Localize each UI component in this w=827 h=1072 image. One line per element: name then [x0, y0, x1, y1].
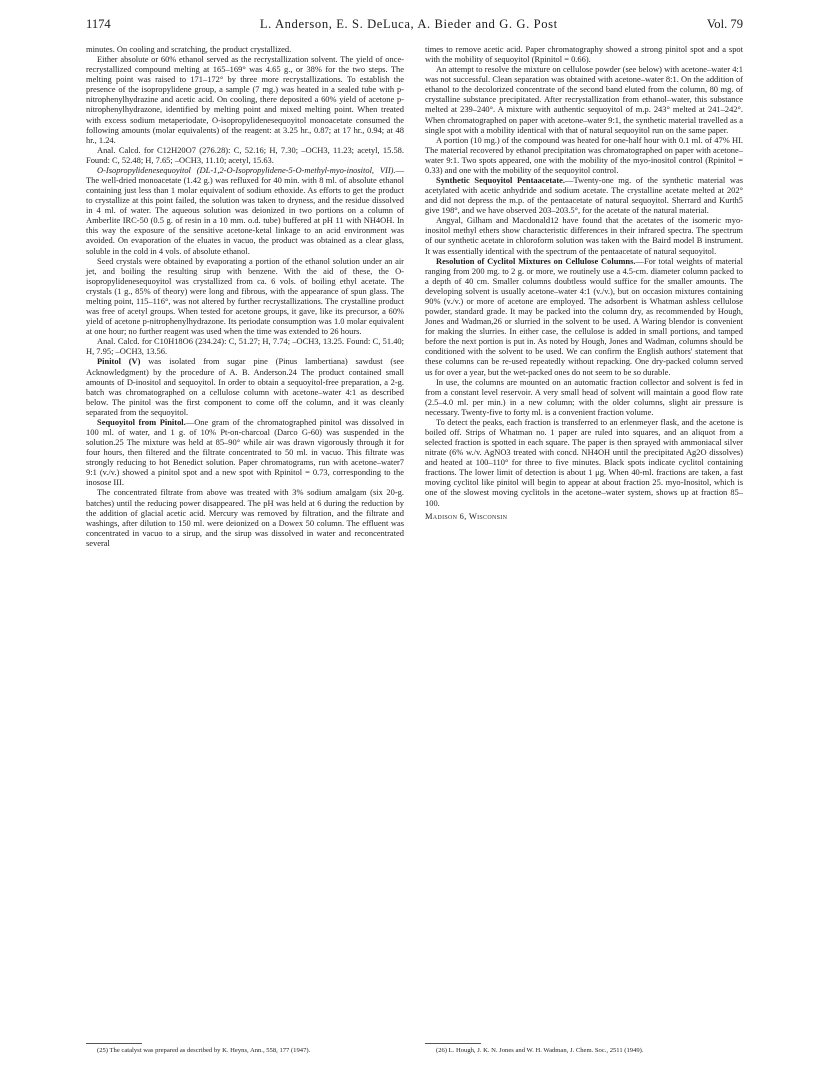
paragraph: The concentrated filtrate from above was treated with 3% sodium amalgam (six 20-g. batches) until the reducing power disappeared. The pH was held at 6 during the reduction by the addition of glacial acetic acid. Mercury was removed by filtration, and the filtrate and washings, after dilution to 150 ml. were deionized on a Dowex 50 column. The effluent was concentrated in vacuo to a sirup, and the sirup was dissolved in water and reconcentrated several: [86, 487, 404, 548]
section-paragraph: [86, 356, 404, 416]
authors-header: L. Anderson, E. S. DeLuca, A. Bieder and G. G. Post: [259, 17, 558, 31]
paragraph: Either absolute or 60% ethanol served as the recrystallization solvent. The yield of once-recrystallized compound melting at 165–169° was 4.65 g., or 38% for the two steps. The melting point was raised to 171–172° by three more recrystallizations. To establish the presence of the isopropylidene group, a sample (7 mg.) was heated in a sealed tube with p-nitrophenylhydrazine and acetic acid. On cooling, there deposited a 60% yield of acetone p-nitrophenylhydrazone, identified by melting point and mixed melting point. When treated with excess sodium metaperiodate, O-isopropylidenesequoyitol monoacetate consumed the following amounts (molar equivalents) of the reagent: at 3.25 hr., 0.87; at 17 hr., 0.94; at 48 hr., 1.24.: [86, 54, 404, 145]
footnote-text: (26) L. Hough, J. K. N. Jones and W. H. Wadman, J. Chem. Soc., 2511 (1949).: [436, 1047, 644, 1054]
footnote-divider: [86, 1043, 142, 1044]
section-paragraph: [86, 417, 404, 488]
section-text: —Twenty-one mg. of the synthetic material was acetylated with acetic anhydride and sodium acetate. The crystalline acetate melted at 202° and did not depress the m.p. of the pentaacetate of natural sequoyitol. Sherrard and Kurth5 give 198°, and we have observed 203–203.5°, for the acetate of the natural material.: [425, 175, 743, 216]
section-paragraph: [425, 175, 743, 215]
paragraph: Angyal, Gilham and Macdonald12 have found that the acetates of the isomeric myo-inositol methyl ethers show characteristic differences in their infrared spectra. The spectrum of our synthetic acetate in chloroform solution was taken with the Baird model B instrument. It was essentially identical with the spectrum of the pentaacetate of natural sequoyitol.: [425, 215, 743, 256]
footnote-divider: [425, 1043, 481, 1044]
section-heading: Resolution of Cyclitol Mixtures on Cellulose Columns.: [436, 255, 636, 266]
section-text: —One gram of the chromatographed pinitol was dissolved in 100 ml. of water, and 1 g. of 10% Pt-on-charcoal (Darco G-60) was suspended in the solution.25 The mixture was held at 85–90° while air was drawn vigorously through it for four hours, then filtered and the filtrate concentrated to 50 ml. in vacuo. This filtrate was strongly reducing to hot Benedict solution. Paper chromatograms, run with acetone–water7 9:1 (v./v.) showed a pinitol spot and a new spot with Rpinitol = 0.73, corresponding to the inosose III.: [86, 416, 404, 488]
paragraph: times to remove acetic acid. Paper chromatography showed a strong pinitol spot and a spot with the mobility of sequoyitol (Rpinitol = 0.66).: [425, 44, 743, 65]
volume-number: Vol. 79: [706, 17, 743, 31]
analysis-paragraph: Anal. Calcd. for C10H18O6 (234.24): C, 51.27; H, 7.74; –OCH3, 13.25. Found: C, 51.40; H, 7.95; –OCH3, 13.56.: [86, 336, 404, 357]
footnote-right: [425, 1047, 743, 1055]
section-heading: Sequoyitol from Pinitol.: [97, 416, 186, 427]
paragraph: In use, the columns are mounted on an automatic fraction collector and solvent is fed in from a constant level reservoir. A very small head of solvent will maintain a good flow rate (2.5–4.0 ml. per min.) in a new column; with the older columns, slight air pressure is necessary. Twenty-five to forty ml. is a convenient fraction volume.: [425, 376, 743, 417]
section-heading: Pinitol (V): [97, 356, 141, 367]
section-heading: Synthetic Sequoyitol Pentaacetate.: [436, 175, 566, 186]
section-text: —The well-dried monoacetate (1.42 g.) was refluxed for 40 min. with 8 ml. of absolute ethanol containing just less than 1 molar equivalent of sodium ethoxide. As efforts to get the product to crystallize at this point failed, the solution was taken to dryness, and the residue dissolved in 4 ml. of water. The aqueous solution was deionized in two portions on a column of Amberlite IRC-50 (0.5 g. of resin in a 10 mm. o.d. tube) buffered at pH 11 with NH4OH. In this way the exposure of the sensitive acetone-ketal linkage to an acid environment was avoided. On evaporation of the eluates in vacuo, the product was obtained as a clear glass, soluble in the cold in 4 vols. of absolute ethanol.: [86, 164, 404, 256]
right-column: [425, 44, 743, 521]
running-header: [86, 17, 743, 35]
section-paragraph: [425, 256, 743, 377]
affiliation-signature: Madison 6, Wisconsin: [425, 510, 508, 521]
left-column: [86, 44, 404, 548]
paragraph: minutes. On cooling and scratching, the product crystallized.: [86, 44, 292, 54]
paragraph: Seed crystals were obtained by evaporating a portion of the ethanol solution under an air jet, and boiling the resulting sirup with benzene. With the aid of these, the O-isopropylidenesequoyitol was crystallized from ca. 6 vols. of boiling ethyl acetate. The crystals (1 g., 85% of theory) were long and fibrous, with the appearance of spun glass. The melting point, 115–116°, was not altered by further recrystallizations. The crystalline product was free of acetyl groups. When tested for acetone groups, it gave, like its precursor, a 60% yield of acetone p-nitrophenylhydrazone. Its periodate consumption was 1.0 molar equivalent at one hour; no further reagent was used when the time was extended to 26 hours.: [86, 255, 404, 337]
section-heading: O-Isopropylidenesequoyitol (DL-1,2-O-Isopropylidene-5-O-methyl-myo-inositol, VII).: [97, 164, 396, 175]
footnote-text: (25) The catalyst was prepared as described by K. Heyns, Ann., 558, 177 (1947).: [97, 1047, 311, 1054]
section-text: was isolated from sugar pine (Pinus lambertiana) sawdust (see Acknowledgment) by the procedure of A. B. Anderson.24 The product contained small amounts of D-inositol and sequoyitol. In order to obtain a sequoyitol-free preparation, a 2-g. batch was chromatographed on a cellulose column with acetone–water 4:1 as described below. The pinitol was the first component to come off the column, and it was cleanly separated from the sequoyitol.: [86, 356, 404, 417]
page-number: 1174: [86, 17, 111, 31]
section-text: —For total weights of material ranging from 200 mg. to 2 g. or more, we routinely use a 4.5-cm. diameter column packed to a depth of 40 cm. Smaller columns doubtless would suffice for the smaller amounts. The developing solvent is usually acetone–water 4:1 (v./v.), but on occasion mixtures containing 90% (v./v.) or more of acetone are employed. The adsorbent is Whatman ashless cellulose powder, standard grade. It may be packed into the column dry, as recommended by Hough, Jones and Wadman,26 or slurried in the solvent to be used. A Waring blendor is convenient for making the slurries. In either case, the cellulose is added in small portions, and tamped before the next portion is put in. As noted by Hough, Jones and Wadman, columns should be conditioned with the solvent to be used. We can confirm the English authors' statement that these columns can be re-used repeatedly without repacking. One dry-packed column served us for over a year, but the wet-packed ones do not seem to be so durable.: [425, 255, 743, 377]
paragraph: To detect the peaks, each fraction is transferred to an erlenmeyer flask, and the acetone is boiled off. Strips of Whatman no. 1 paper are ruled into squares, and an aliquot from a selected fraction is spotted in each square. The paper is then sprayed with ammoniacal silver nitrate (6% w./v. AgNO3 treated with concd. NH4OH until the precipitated Ag2O dissolves) and heated at 100–110° for three to five minutes. Black spots indicate cyclitol containing fractions. The lower limit of detection is about 1 μg. When 40-ml. fractions are taken, a fast moving cyclitol like pinitol will begin to appear at about fraction 25. myo-Inositol, which is one of the slowest moving cyclitols in the acetone–water system, shows up at fraction 85–100.: [425, 416, 743, 508]
analysis-paragraph: Anal. Calcd. for C12H20O7 (276.28): C, 52.16; H, 7.30; –OCH3, 11.23; acetyl, 15.58. Found: C, 52.48; H, 7.65; –OCH3, 11.10; acetyl, 15.63.: [86, 144, 404, 165]
paragraph: An attempt to resolve the mixture on cellulose powder (see below) with acetone–water 4:1 was not successful. Clean separation was obtained with acetone–water 8:1. On the addition of ethanol to the decolorized concentrate of the second band eluted from the column, 80 mg. of crystalline substance precipitated. After recrystallization from ethanol–water, this substance melted at 239–240°. A mixture with authentic sequoyitol of m.p. 243° melted at 241–242°. When chromatographed on paper with acetone–water 9:1, the synthetic material travelled as a single spot with a mobility identical with that of natural sequoyitol run on the same paper.: [425, 64, 743, 135]
paragraph: A portion (10 mg.) of the compound was heated for one-half hour with 0.1 ml. of 47% HI. The material recovered by ethanol precipitation was chromatographed on paper with acetone–water 9:1. Two spots appeared, one with the mobility of the myo-inositol control (Rpinitol = 0.33) and one with the mobility of the sequoyitol control.: [425, 134, 743, 175]
section-paragraph: [86, 165, 404, 256]
footnote-left: [86, 1047, 404, 1055]
